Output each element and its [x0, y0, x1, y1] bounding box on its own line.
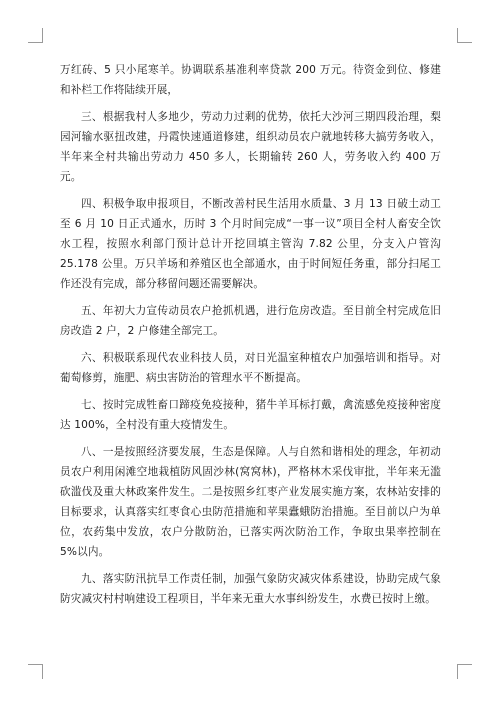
- paragraph-item-6: 六、积极联系现代农业科技人员，对日光温室种植农户加强培训和指导。对葡萄修剪，施肥、病虫害防治的管理水平不断提高。: [60, 352, 441, 384]
- paragraph-item-5: 五、年初大力宣传动员农户抢抓机遇，进行危房改造。至目前全村完成危旧房改造 2 户，2 户修建全部完工。: [60, 305, 441, 337]
- paragraph-item-9: 九、落实防汛抗旱工作责任制，加强气象防灾减灾体系建设，协助完成气象防灾减灾村村响建设工程项目，半年来无重大水事纠纷发生，水费已按时上缴。: [60, 573, 441, 605]
- crop-mark-top-right: [457, 28, 472, 43]
- paragraph-item-4: 四、积极争取申报项目，不断改善村民生活用水质量、3 月 13 日破土动工至 6 月 10 日正式通水，历时 3 个月时间完成“一事一议”项目全村人畜安全饮水工程，按照水利部门预计总计开挖回填主管沟 7.82 公里，分支入户管沟 25.178 公里。万只羊场和养殖区也全部通水，由于时间短任务重，部分扫尾工作还没有完成，部分移留问题还需要解决。: [60, 198, 441, 290]
- paragraph-item-7: 七、按时完成牲畜口蹄疫免疫接种，猪牛羊耳标打戴，禽流感免疫接种密度达 100%，全村没有重大疫情发生。: [60, 399, 441, 431]
- paragraph-continuation: 万红砖、5 只小尾寒羊。协调联系基准利率贷款 200 万元。待资金到位、修建和补栏工作将陆续开展，: [60, 64, 441, 96]
- document-body: [60, 60, 441, 616]
- crop-mark-bottom-right: [457, 664, 472, 679]
- crop-mark-top-left: [28, 28, 43, 43]
- crop-mark-bottom-left: [28, 664, 43, 679]
- paragraph-item-8: 八、一是按照经济要发展，生态是保障。人与自然和谐相处的理念，年初动员农户利用闲滩空地栽植防风固沙林(窝窝林)，严格林木采伐审批，半年来无滥砍滥伐及重大林政案件发生。二是按照乡红枣产业发展实施方案，农林站安排的目标要求，认真落实红枣食心虫防范措施和苹果蠹蛾防治措施。至目前以户为单位，农药集中发放，农户分散防治，已落实两次防治工作，争取虫果率控制在 5%以内。: [60, 446, 441, 558]
- paragraph-item-3: 三、根据我村人多地少，劳动力过剩的优势，依托大沙河三期四段治理，梨园河输水驱扭改建，丹霞快速通道修建，组织动员农户就地转移大搞劳务收入，半年来全村共输出劳动力 450 多人，长期输转 260 人，劳务收入约 400 万元。: [60, 111, 441, 183]
